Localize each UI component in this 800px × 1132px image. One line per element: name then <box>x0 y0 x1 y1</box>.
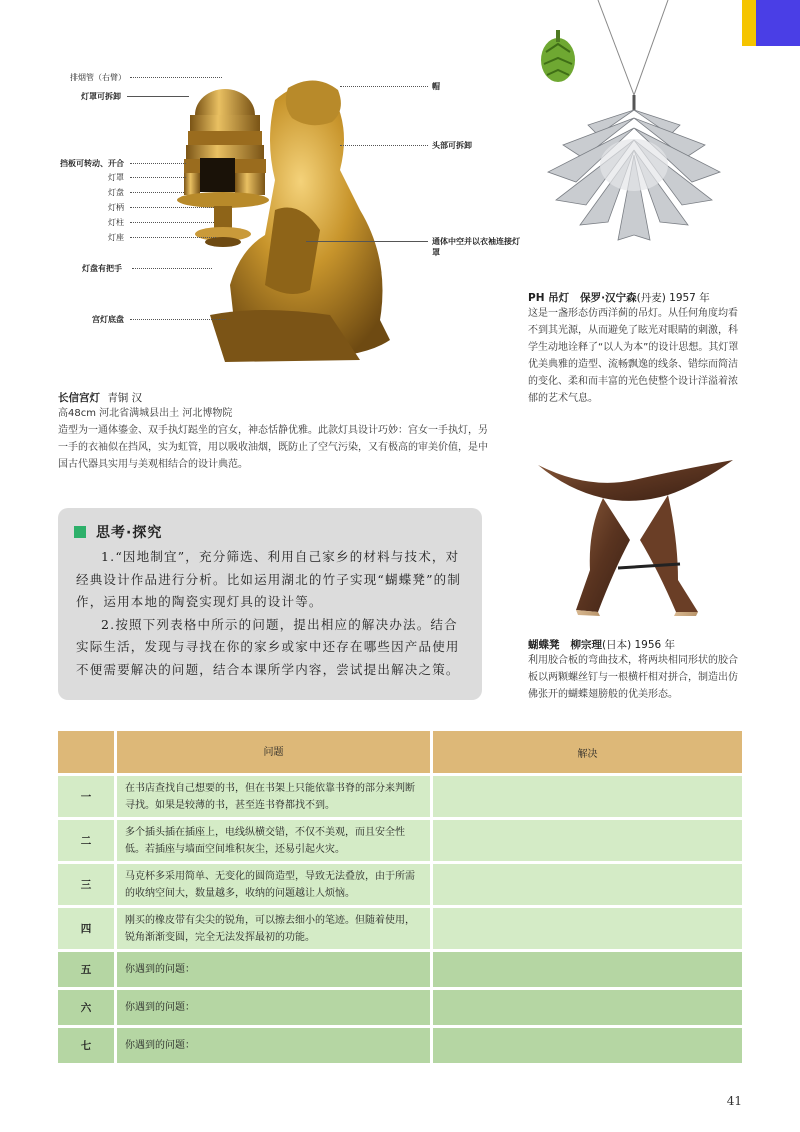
leader-line <box>340 86 428 87</box>
row-solution-field[interactable] <box>433 776 742 817</box>
lantern-title: 长信宫灯 <box>58 392 100 404</box>
think-explore-box <box>58 508 482 700</box>
row-number: 六 <box>58 990 114 1025</box>
row-problem: 刚买的橡皮带有尖尖的锐角，可以擦去细小的笔迹。但随着使用，锐角渐渐变圆，完全无法发挥最初的功能。 <box>117 908 430 949</box>
stool-designer: 柳宗理 <box>570 639 602 651</box>
table-row <box>58 908 742 949</box>
row-problem-prompt[interactable]: 你遇到的问题： <box>117 1028 430 1063</box>
callout-disc-handle: 灯盘有把手 <box>82 264 122 273</box>
table-row <box>58 776 742 817</box>
table-row <box>58 1028 742 1063</box>
table-row <box>58 820 742 861</box>
ph-lamp-designer: 保罗·汉宁森 <box>580 292 637 304</box>
lantern-info: 高48cm 河北省满城县出土 河北博物院 <box>58 408 233 419</box>
leader-line <box>130 237 216 238</box>
leader-line <box>130 222 214 223</box>
table-row <box>58 990 742 1025</box>
callout-hat: 帽 <box>432 82 440 91</box>
think-explore-body <box>76 546 468 681</box>
stool-meta: (日本) 1956 年 <box>601 639 676 651</box>
lantern-title-meta: 青铜 汉 <box>107 392 143 404</box>
callout-lamp-disc: 灯盘 <box>108 188 124 197</box>
row-number: 四 <box>58 908 114 949</box>
table-row <box>58 952 742 987</box>
callout-lamp-shade: 灯罩 <box>108 173 124 182</box>
leader-line <box>132 268 212 269</box>
callout-lamp-pillar: 灯柱 <box>108 218 124 227</box>
table-row <box>58 864 742 905</box>
row-number: 三 <box>58 864 114 905</box>
table-header-row <box>58 731 742 773</box>
row-problem: 马克杯多采用简单、无变化的圆筒造型，导致无法叠放，由于所需的收纳空间大，数量越多，收纳的问题越让人烦恼。 <box>117 864 430 905</box>
row-number: 二 <box>58 820 114 861</box>
row-problem-prompt[interactable]: 你遇到的问题： <box>117 952 430 987</box>
problem-solution-table <box>58 731 742 1066</box>
leader-line <box>130 177 186 178</box>
lantern-caption-title <box>58 390 488 405</box>
row-solution-field[interactable] <box>433 908 742 949</box>
stool-title: 蝴蝶凳 <box>528 639 560 651</box>
lantern-caption <box>58 390 488 473</box>
row-problem: 在书店查找自己想要的书，但在书架上只能依靠书脊的部分来判断寻找。如果是较薄的书，甚至连书脊都找不到。 <box>117 776 430 817</box>
lantern-figure <box>60 60 530 380</box>
header-solution-cell: 解决 <box>433 731 742 773</box>
ph-lamp-description: 这是一盏形态仿西洋蓟的吊灯。从任何角度均看不到其光源，从而避免了眩光对眼睛的刺激，科学生动地诠释了“以人为本”的设计思想。其灯罩优美典雅的造型、流畅飘逸的线条、错综而简洁的变化、柔和而丰富的光色使整个设计洋溢着浓郁的艺术气息。 <box>528 308 739 404</box>
stool-description: 利用胶合板的弯曲技术，将两块相同形状的胶合板以两颗螺丝钉与一根横杆相对拼合，制造出仿佛张开的蝴蝶翅膀般的优美形态。 <box>528 655 738 700</box>
ph-lamp-title: PH 吊灯 <box>528 292 570 304</box>
ph-lamp-caption-title <box>528 290 746 305</box>
butterfly-stool-figure <box>528 440 740 630</box>
callout-exhaust-pipe: 排烟管（右臂） <box>70 73 126 82</box>
row-solution-field[interactable] <box>433 1028 742 1063</box>
think-paragraph-1: 1.“因地制宜”，充分筛选、利用自己家乡的材料与技术，对经典设计作品进行分析。比如运用湖北的竹子实现“蝴蝶凳”的制作，运用本地的陶瓷实现灯具的设计等。 <box>76 549 462 609</box>
callout-hollow-body: 通体中空并以衣袖连接灯罩 <box>432 237 520 257</box>
callout-shade-detachable: 灯罩可拆卸 <box>81 92 121 101</box>
callout-head-detachable: 头部可拆卸 <box>432 141 472 150</box>
callout-lamp-handle: 灯柄 <box>108 203 124 212</box>
callout-base-plate: 宫灯底盘 <box>92 315 124 324</box>
leader-line <box>130 319 226 320</box>
row-number: 一 <box>58 776 114 817</box>
ph-lamp-caption <box>528 290 746 407</box>
lantern-description: 造型为一通体鎏金、双手执灯跽坐的宫女，神态恬静优雅。此款灯具设计巧妙：宫女一手执灯，另一手的衣袖似在挡风，实为虹管，用以吸收油烟，既防止了空气污染，又有极高的审美价值，是中国古代器具实用与美观相结合的设计典范。 <box>58 425 488 470</box>
butterfly-stool-caption <box>528 637 746 703</box>
row-problem-prompt[interactable]: 你遇到的问题： <box>117 990 430 1025</box>
leader-line <box>130 192 184 193</box>
corner-decoration-yellow <box>742 0 756 46</box>
callout-baffle: 挡板可转动、开合 <box>60 159 124 168</box>
think-explore-header <box>74 522 162 542</box>
corner-decoration-blue <box>756 0 800 46</box>
ph-lamp-illustration <box>528 0 744 285</box>
leader-line <box>306 241 428 242</box>
ph-lamp-meta: (丹麦) 1957 年 <box>636 292 710 304</box>
lantern-illustration <box>60 60 530 380</box>
green-square-icon <box>74 526 86 538</box>
leader-line <box>130 207 214 208</box>
leader-line <box>130 163 186 164</box>
row-solution-field[interactable] <box>433 990 742 1025</box>
butterfly-stool-caption-title <box>528 637 746 652</box>
row-solution-field[interactable] <box>433 820 742 861</box>
row-problem: 多个插头插在插座上，电线纵横交错，不仅不美观，而且安全性低。若插座与墙面空间堆积灰尘，还易引起火灾。 <box>117 820 430 861</box>
row-solution-field[interactable] <box>433 952 742 987</box>
header-problem-cell: 问题 <box>117 731 430 773</box>
header-number-cell <box>58 731 114 773</box>
leader-line <box>127 96 189 97</box>
row-number: 七 <box>58 1028 114 1063</box>
page-number: 41 <box>726 1094 742 1108</box>
leader-line <box>130 77 222 78</box>
think-paragraph-2: 2.按照下列表格中所示的问题，提出相应的解决办法。结合实际生活，发现与寻找在你的家乡或家中还存在哪些因产品使用不便需要解决的问题，结合本课所学内容，尝试提出解决之策。 <box>76 616 460 677</box>
butterfly-stool-illustration <box>528 440 740 630</box>
ph-lamp-figure <box>528 0 744 285</box>
callout-lamp-base: 灯座 <box>108 233 124 242</box>
row-number: 五 <box>58 952 114 987</box>
leader-line <box>340 145 428 146</box>
row-solution-field[interactable] <box>433 864 742 905</box>
think-explore-title: 思考·探究 <box>96 525 163 541</box>
